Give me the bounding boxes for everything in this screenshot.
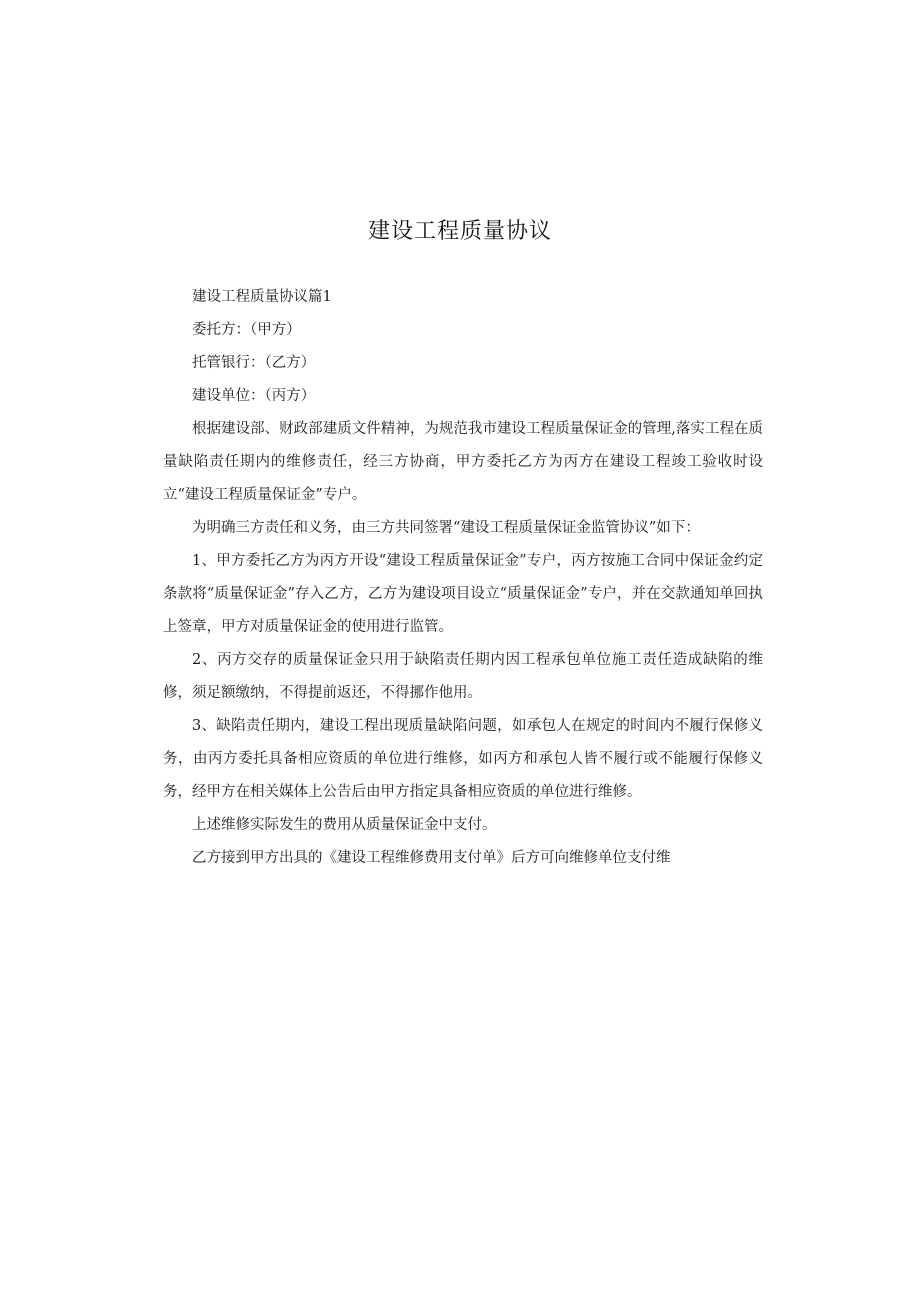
paragraph-basis: 根据建设部、财政部建质文件精神，为规范我市建设工程质量保证金的管理,落实工程在质量缺陷责任期内的维修责任，经三方协商，甲方委托乙方为丙方在建设工程竣工验收时设立“建设工程质量保证金”专户。 — [163, 421, 763, 503]
section-heading: 建设工程质量协议篇1 — [192, 289, 332, 305]
clause-2: 2、丙方交存的质量保证金只用于缺陷责任期内因工程承包单位施工责任造成缺陷的维修，须足额缴纳，不得提前返还，不得挪作他用。 — [163, 652, 763, 701]
clause-3: 3、缺陷责任期内，建设工程出现质量缺陷问题，如承包人在规定的时间内不履行保修义务，由丙方委托具备相应资质的单位进行维修，如丙方和承包人皆不履行或不能履行保修义务，经甲方在相关媒体上公告后由甲方指定具备相应资质的单位进行维修。 — [163, 718, 763, 800]
document-body — [163, 281, 763, 875]
party-a-line: 委托方：（甲方） — [192, 322, 301, 338]
party-c-line: 建设单位：（丙方） — [192, 388, 316, 404]
paragraph-truncated: 乙方接到甲方出具的《建设工程维修费用支付单》后方可向维修单位支付维 — [192, 850, 671, 866]
party-b-line: 托管银行：（乙方） — [192, 355, 316, 371]
document-title: 建设工程质量协议 — [367, 219, 552, 244]
paragraph-payment: 上述维修实际发生的费用从质量保证金中支付。 — [192, 817, 497, 833]
paragraph-intro: 为明确三方责任和义务，由三方共同签署“建设工程质量保证金监管协议”如下： — [192, 520, 700, 536]
clause-1: 1、甲方委托乙方为丙方开设“建设工程质量保证金”专户，丙方按施工合同中保证金约定条款将“质量保证金”存入乙方，乙方为建设项目设立“质量保证金”专户，并在交款通知单回执上签章，甲方对质量保证金的使用进行监管。 — [163, 553, 763, 635]
